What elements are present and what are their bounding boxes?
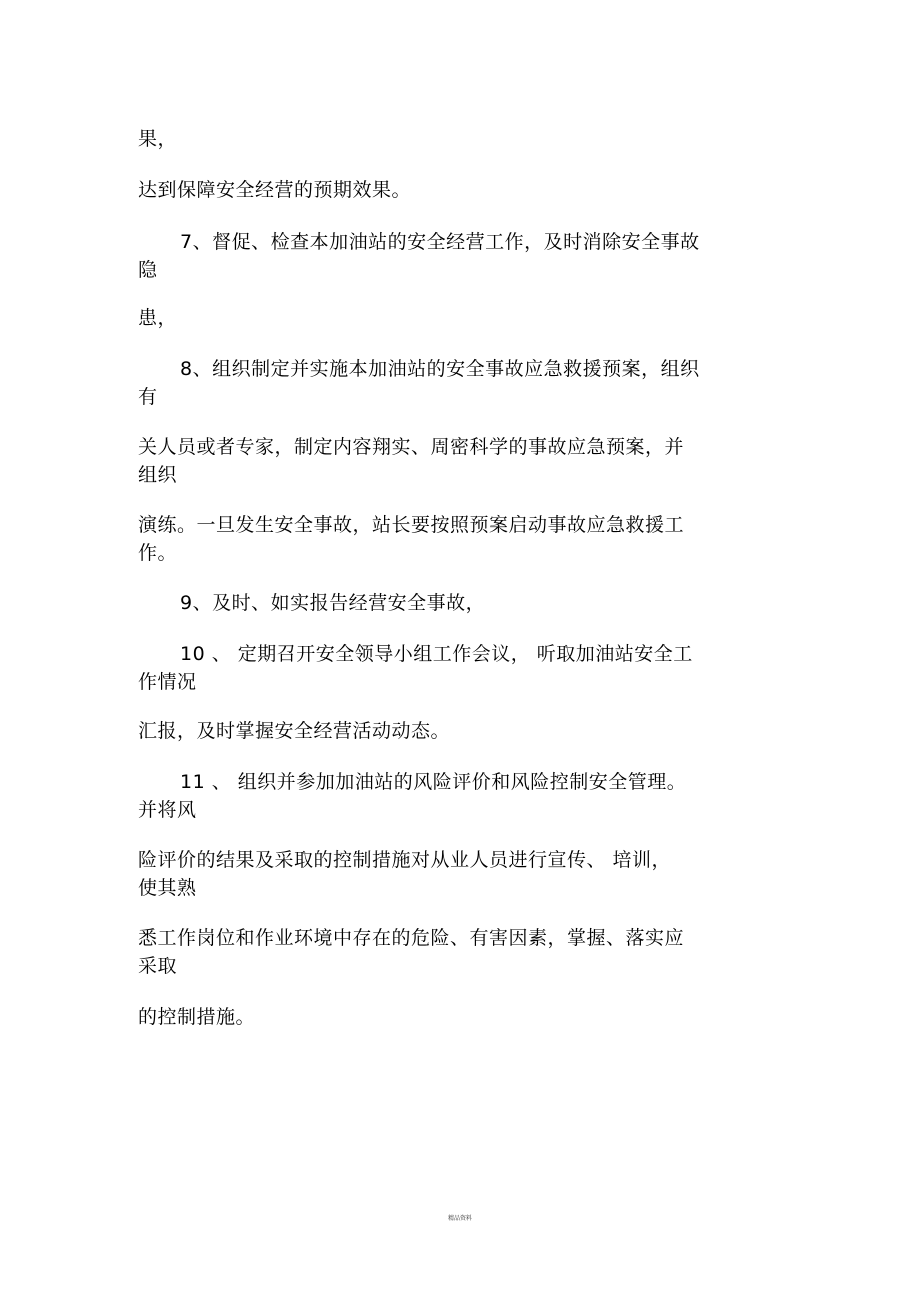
text-line: 果， <box>138 128 178 150</box>
text-line: 汇报，及时掌握安全经营活动动态。 <box>138 720 451 742</box>
item-9-line: 9、及时、如实报告经营安全事故， <box>180 592 486 614</box>
text-line: 隐 <box>138 259 158 281</box>
text-line: 使其熟 <box>138 877 197 899</box>
page-footer: 精品资料 <box>447 1215 472 1222</box>
text-line: 采取 <box>138 955 178 977</box>
text-line: 组织 <box>138 464 178 486</box>
item-10-line: 10 、 定期召开安全领导小组工作会议， 听取加油站安全工 <box>180 643 693 665</box>
text-line: 险评价的结果及采取的控制措施对从业人员进行宣传、 培训， <box>138 849 672 871</box>
text-line: 达到保障安全经营的预期效果。 <box>138 179 412 201</box>
text-line: 悉工作岗位和作业环境中存在的危险、有害因素，掌握、落实应 <box>138 927 685 949</box>
text-line: 的控制措施。 <box>138 1006 256 1028</box>
text-line: 演练。一旦发生安全事故，站长要按照预案启动事故应急救援工 <box>138 514 685 536</box>
item-8-line: 8、组织制定并实施本加油站的安全事故应急救援预案，组织 <box>180 358 700 380</box>
item-11-line: 11 、 组织并参加加油站的风险评价和风险控制安全管理。 <box>180 771 687 793</box>
text-line: 作情况 <box>138 671 197 693</box>
text-line: 关人员或者专家，制定内容翔实、周密科学的事故应急预案，并 <box>138 436 685 458</box>
text-line: 作。 <box>138 542 178 564</box>
item-7-line: 7、督促、检查本加油站的安全经营工作，及时消除安全事故 <box>180 231 700 253</box>
text-line: 有 <box>138 386 158 408</box>
text-line: 患， <box>138 307 178 329</box>
text-line: 并将风 <box>138 799 197 821</box>
